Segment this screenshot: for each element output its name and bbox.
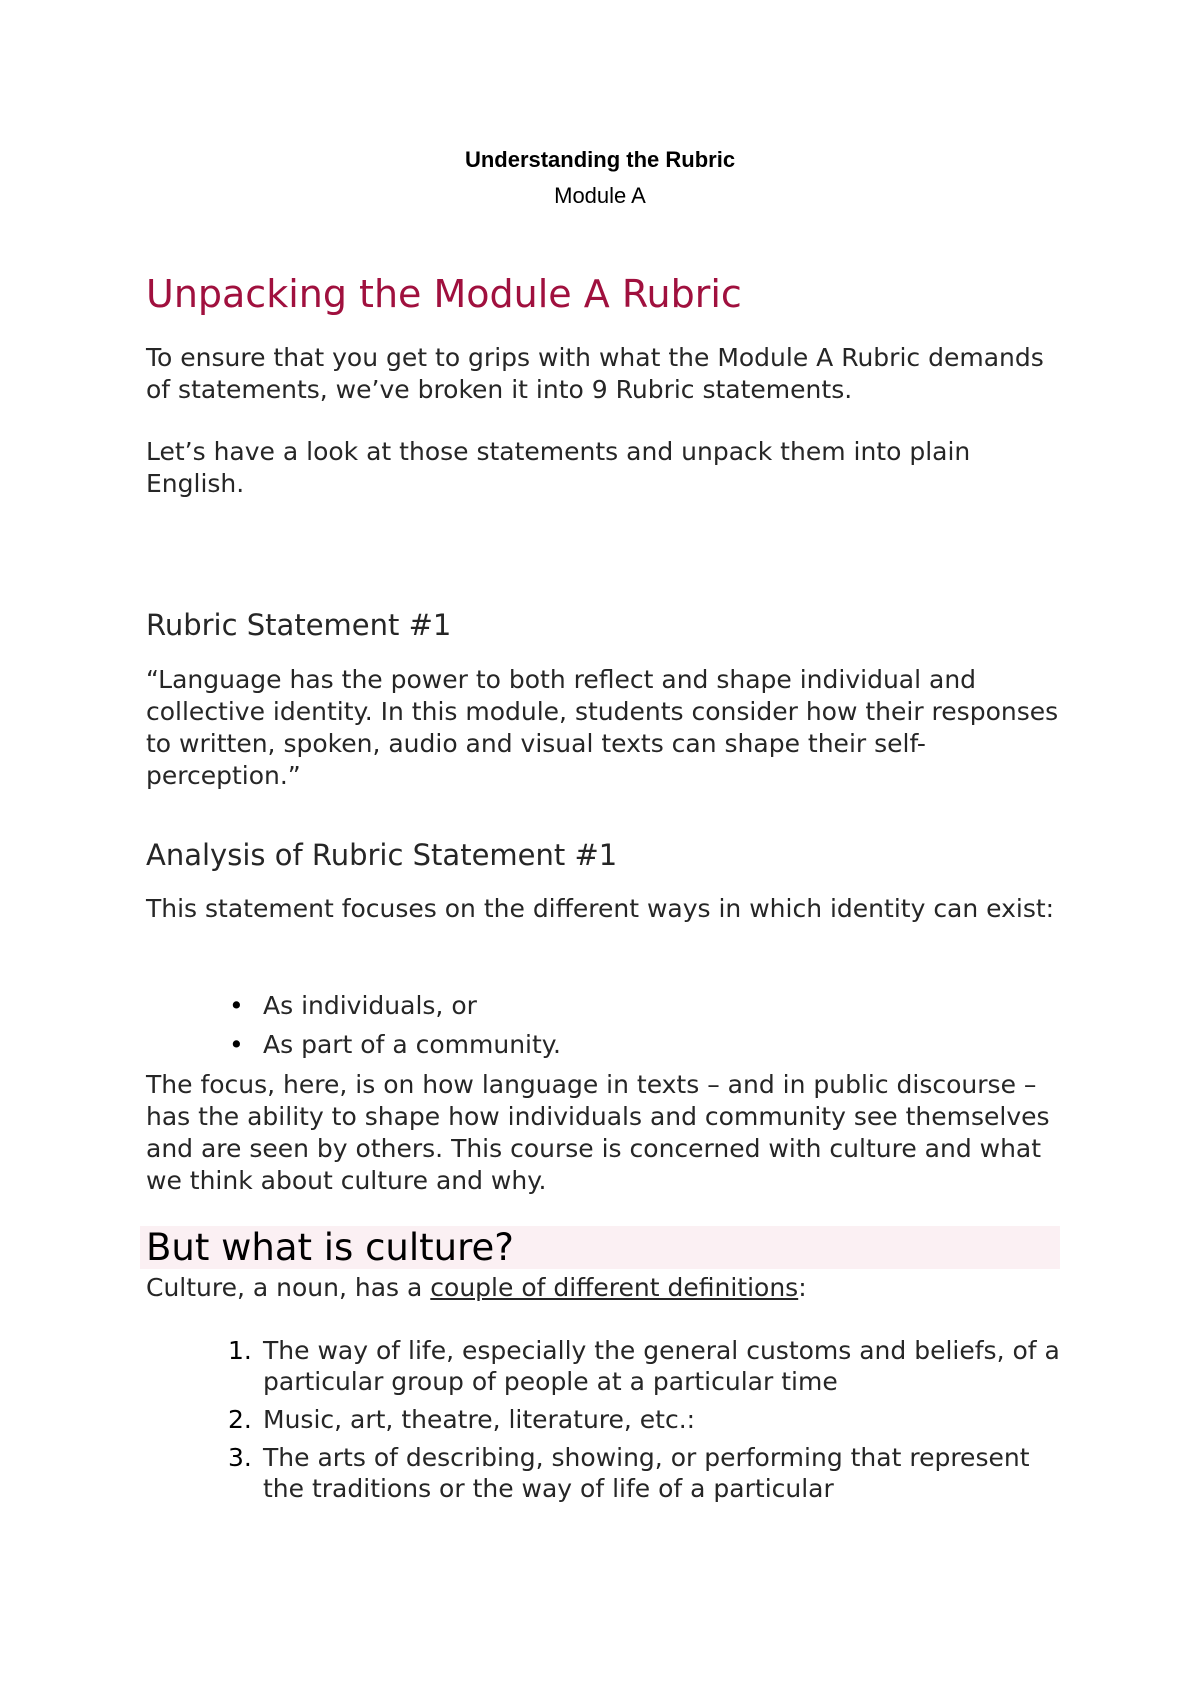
document-title: Understanding the Rubric bbox=[464, 147, 736, 172]
document-subtitle: Module A bbox=[554, 183, 646, 208]
analysis-1-heading: Analysis of Rubric Statement #1 bbox=[146, 838, 618, 872]
culture-line-prefix: Culture, a noun, has a bbox=[146, 1273, 431, 1302]
rubric-statement-1-heading: Rubric Statement #1 bbox=[146, 608, 452, 642]
list-number: 2. bbox=[228, 1405, 252, 1434]
list-number: 1. bbox=[228, 1336, 252, 1365]
intro-paragraph-2: Let’s have a look at those statements and unpack them into plain English. bbox=[146, 437, 971, 498]
culture-heading: But what is culture? bbox=[146, 1226, 514, 1269]
definition-text: The way of life, especially the general customs and beliefs, of a particular group of people at a particular time bbox=[263, 1336, 1060, 1396]
definition-text: The arts of describing, showing, or performing that represent the traditions or the way of life of a particular bbox=[263, 1443, 1030, 1503]
culture-definition-intro bbox=[146, 1272, 807, 1304]
list-item bbox=[146, 1404, 1066, 1435]
culture-definitions-list bbox=[146, 1335, 1066, 1511]
main-heading: Unpacking the Module A Rubric bbox=[146, 272, 742, 316]
identity-bullet-list bbox=[146, 990, 561, 1068]
list-item: • As part of a community. bbox=[146, 1029, 561, 1068]
rubric-statement-1-quote: “Language has the power to both reflect and shape individual and collective identity. In this module, students consider how their responses to written, spoken, audio and visual texts can shape their self-perception.” bbox=[146, 665, 1059, 790]
definition-text: Music, art, theatre, literature, etc.: bbox=[263, 1405, 696, 1434]
list-item bbox=[146, 1335, 1066, 1397]
definitions-link[interactable]: couple of different definitions bbox=[430, 1273, 799, 1302]
list-item bbox=[146, 1442, 1066, 1504]
intro-paragraph-1: To ensure that you get to grips with what the Module A Rubric demands of statements, we’ve broken it into 9 Rubric statements. bbox=[146, 343, 1044, 404]
analysis-1-intro: This statement focuses on the different ways in which identity can exist: bbox=[146, 894, 1055, 923]
culture-line-suffix: : bbox=[798, 1273, 807, 1302]
analysis-1-body: The focus, here, is on how language in texts – and in public discourse – has the ability to shape how individuals and community see themselves and are seen by others. This course is concerned with culture and what we think about culture and why. bbox=[146, 1070, 1050, 1195]
list-item: • As individuals, or bbox=[146, 990, 561, 1029]
list-number: 3. bbox=[228, 1443, 252, 1472]
